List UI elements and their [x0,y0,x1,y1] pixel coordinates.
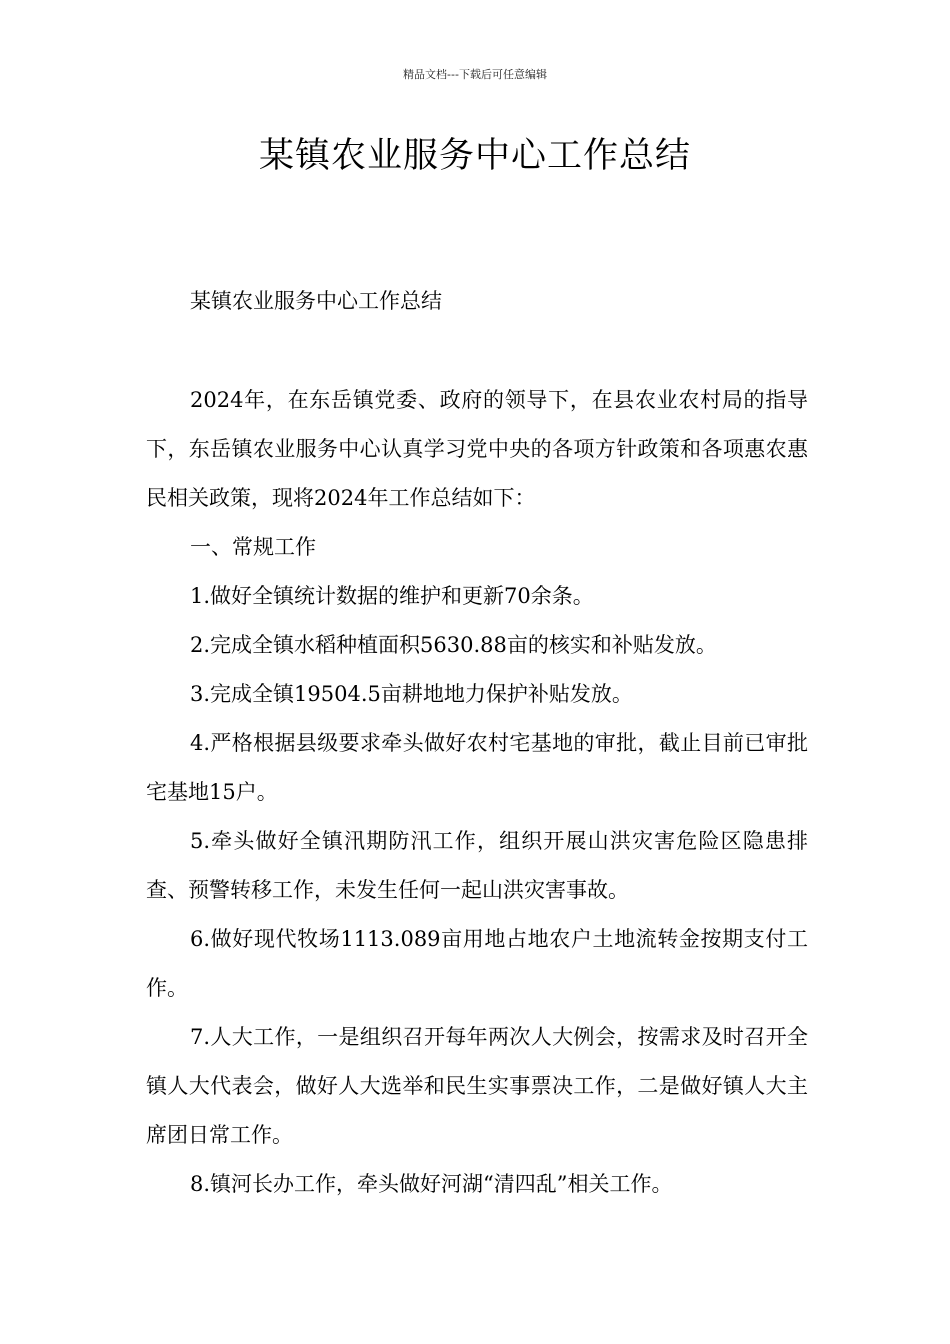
list-item-2: 2.完成全镇水稻种植面积5630.88亩的核实和补贴发放。 [190,633,717,657]
document-title: 某镇农业服务中心工作总结 [258,136,691,176]
list-item-7: 7.人大工作，一是组织召开每年两次人大例会，按需求及时召开全镇人大代表会，做好人大选举和民生实事票决工作，二是做好镇人大主席团日常工作。 [146,1025,808,1147]
list-item-6: 6.做好现代牧场1113.089亩用地占地农户土地流转金按期支付工作。 [146,927,808,1000]
document-subtitle: 某镇农业服务中心工作总结 [190,289,442,313]
list-item-8: 8.镇河长办工作，牵头做好河湖“清四乱”相关工作。 [190,1172,673,1196]
list-item-4: 4.严格根据县级要求牵头做好农村宅基地的审批，截止目前已审批宅基地15户。 [146,731,808,804]
section-heading-routine-work: 一、常规工作 [190,535,316,559]
list-item-3: 3.完成全镇19504.5亩耕地地力保护补贴发放。 [190,682,633,706]
list-item-1: 1.做好全镇统计数据的维护和更新70余条。 [190,584,594,608]
intro-paragraph: 2024年，在东岳镇党委、政府的领导下，在县农业农村局的指导下，东岳镇农业服务中心认真学习党中央的各项方针政策和各项惠农惠民相关政策，现将2024年工作总结如下： [146,388,808,510]
header-note: 精品文档---下载后可任意编辑 [403,68,547,81]
document-body [146,376,808,1209]
list-item-5: 5.牵头做好全镇汛期防汛工作，组织开展山洪灾害危险区隐患排查、预警转移工作，未发生任何一起山洪灾害事故。 [146,829,808,902]
